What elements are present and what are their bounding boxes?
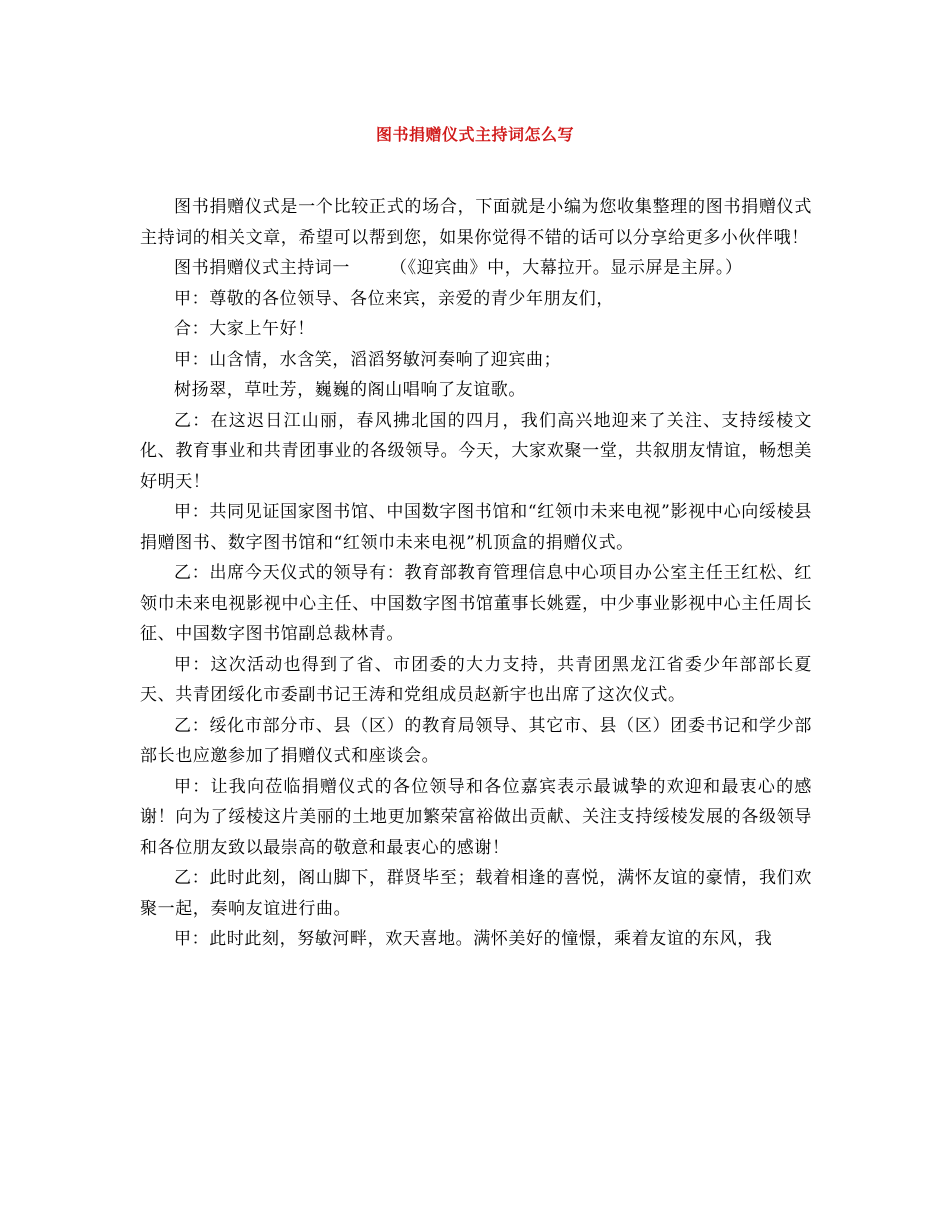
dialogue-paragraph: 甲：这次活动也得到了省、市团委的大力支持，共青团黑龙江省委少年部部长夏天、共青团绥化市委副书记王涛和党组成员赵新宇也出席了这次仪式。 xyxy=(140,654,812,705)
section-heading-line xyxy=(140,253,812,284)
dialogue-paragraph: 乙：出席今天仪式的领导有：教育部教育管理信息中心项目办公室主任王红松、红领巾未来电视影视中心主任、中国数字图书馆董事长姚霆，中少事业影视中心主任周长征、中国数字图书馆副总裁林青。 xyxy=(140,563,812,644)
dialogue-paragraph: 乙：在这迟日江山丽，春风拂北国的四月，我们高兴地迎来了关注、支持绥棱文化、教育事业和共青团事业的各级领导。今天，大家欢聚一堂，共叙朋友情谊，畅想美好明天！ xyxy=(140,410,812,492)
dialogue-paragraph: 甲：尊敬的各位领导、各位来宾，亲爱的青少年朋友们， xyxy=(174,288,614,309)
dialogue-paragraph: 合：大家上午好！ xyxy=(174,319,315,339)
dialogue-paragraph: 乙：绥化市部分市、县（区）的教育局领导、其它市、县（区）团委书记和学少部部长也应邀参加了捐赠仪式和座谈会。 xyxy=(140,715,812,766)
dialogue-paragraph: 乙：此时此刻，阁山脚下，群贤毕至；载着相逢的喜悦，满怀友谊的豪情，我们欢聚一起，奏响友谊进行曲。 xyxy=(140,868,812,919)
dialogue-paragraph: 甲：山含情，水含笑，滔滔努敏河奏响了迎宾曲； xyxy=(174,349,562,370)
document-body xyxy=(140,192,812,955)
document-title: 图书捐赠仪式主持词怎么写 xyxy=(375,125,574,144)
dialogue-paragraph: 甲：此时此刻，努敏河畔，欢天喜地。满怀美好的憧憬，乘着友谊的东风，我 xyxy=(174,929,773,949)
dialogue-paragraph: 树扬翠，草吐芳，巍巍的阁山唱响了友谊歌。 xyxy=(174,380,526,400)
intro-paragraph: 图书捐赠仪式是一个比较正式的场合，下面就是小编为您收集整理的图书捐赠仪式主持词的相关文章，希望可以帮到您，如果你觉得不错的话可以分享给更多小伙伴哦！ xyxy=(140,197,812,248)
stage-direction: （《迎宾曲》中，大幕拉开。显示屏是主屏。） xyxy=(390,258,743,278)
section-heading: 图书捐赠仪式主持词一 xyxy=(174,258,350,278)
dialogue-paragraph: 甲：共同见证国家图书馆、中国数字图书馆和“红领巾未来电视”影视中心向绥棱县捐赠图书、数字图书馆和“红领巾未来电视”机顶盒的捐赠仪式。 xyxy=(140,502,812,553)
dialogue-paragraph: 甲：让我向莅临捐赠仪式的各位领导和各位嘉宾表示最诚挚的欢迎和最衷心的感谢！向为了绥棱这片美丽的土地更加繁荣富裕做出贡献、关注支持绥棱发展的各级领导和各位朋友致以最崇高的敬意和最衷心的感谢！ xyxy=(140,776,812,858)
